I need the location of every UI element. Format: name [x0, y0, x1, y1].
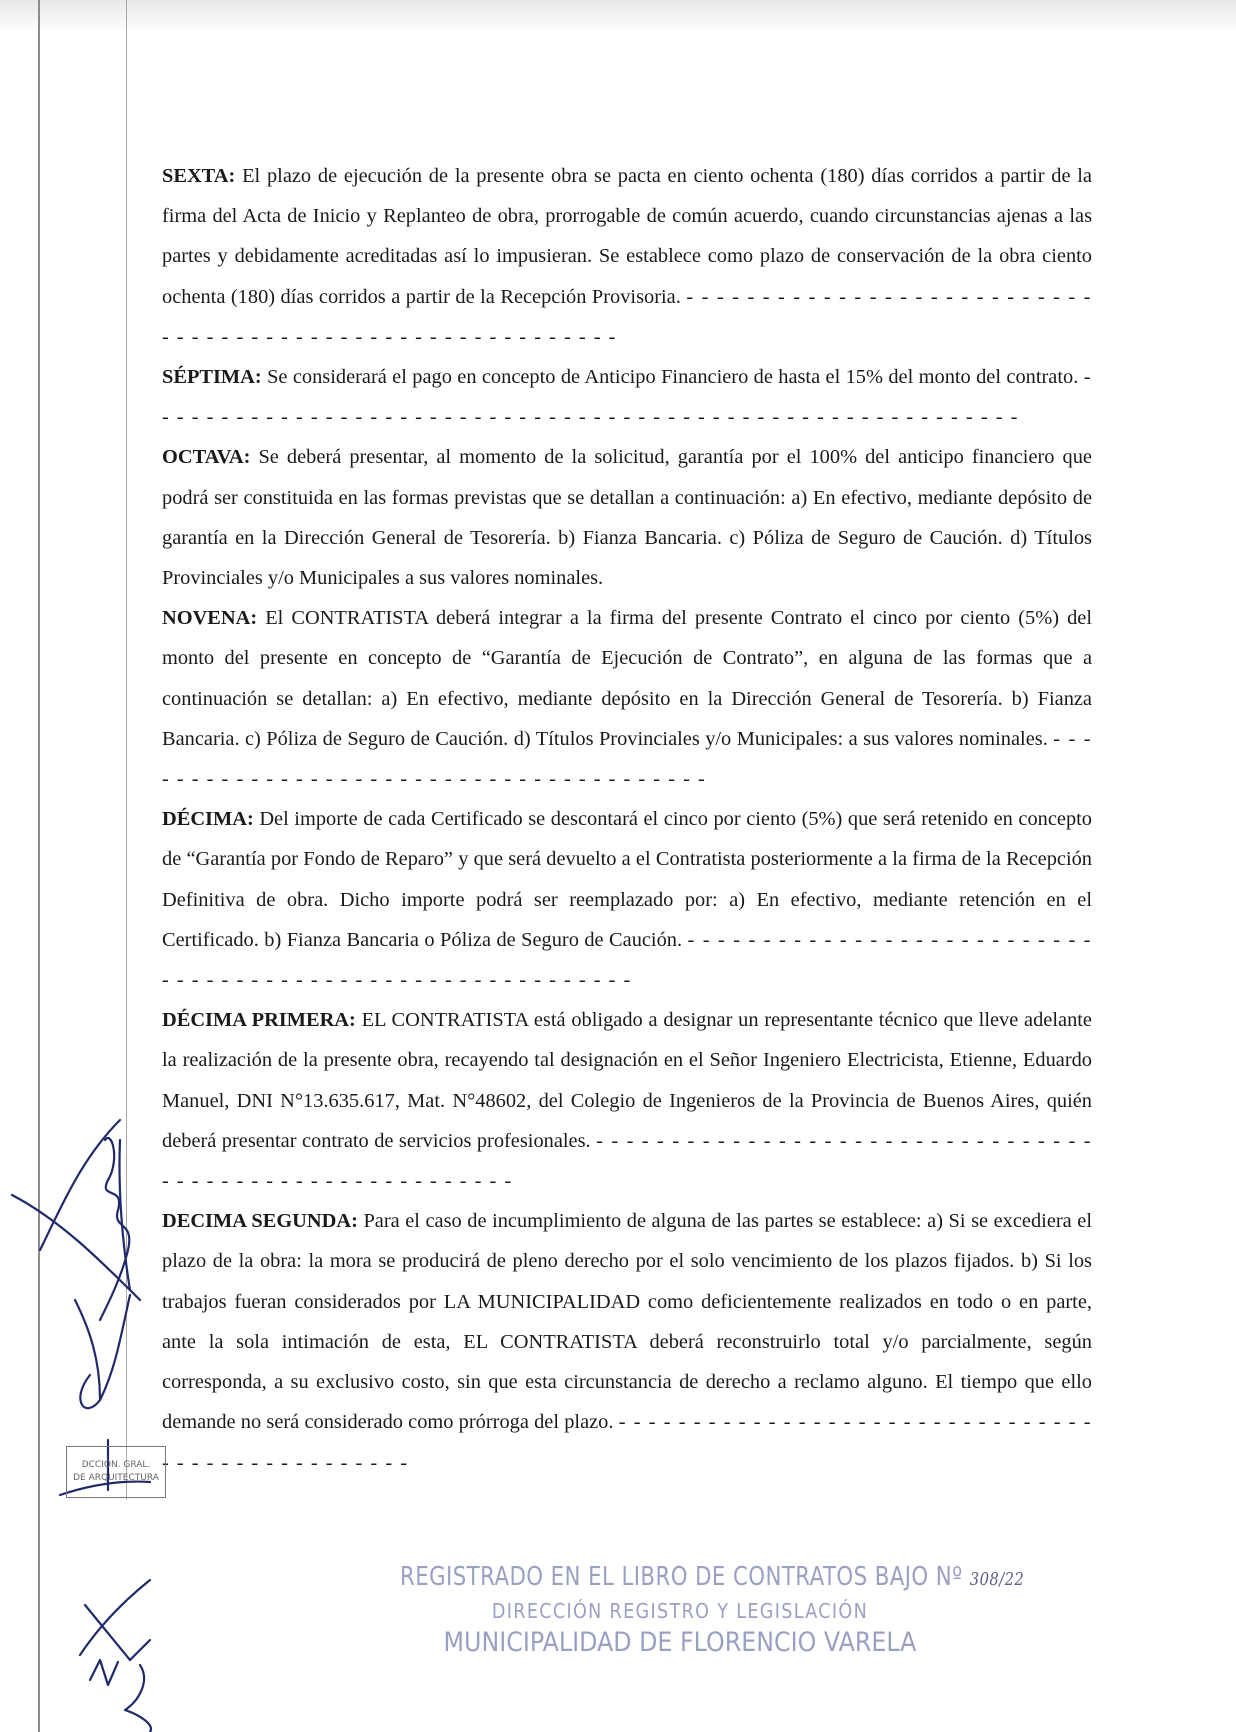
clause-septima [162, 357, 1092, 437]
registry-number: 308/22 [969, 1569, 1025, 1590]
stamp-line: DCCIÓN. GRAL. [81, 1460, 151, 1470]
registry-line [400, 1560, 1025, 1597]
registry-label: REGISTRADO EN EL LIBRO DE CONTRATOS BAJO Nº [400, 1562, 963, 1592]
dash-filler: - - - - - - - - - - - - - - - - - - - - - - - - - - - - - - - - - - - - - - - - - - - - - - - - - - - - - - - - - - - [162, 928, 1092, 992]
registry-municipality: MUNICIPALIDAD DE FLORENCIO VARELA [443, 1627, 917, 1658]
dash-filler: - - - - - - - - - - - - - - - - - - - - - - - - - - - - - - - - - - - - - - - - - - - - - - - - - [162, 1411, 1092, 1474]
clause-heading: OCTAVA: [162, 446, 251, 469]
registry-stamp [400, 1560, 1025, 1661]
scan-shadow [0, 0, 1236, 34]
clause-decima-segunda [162, 1201, 1092, 1482]
clause-heading: DECIMA SEGUNDA: [162, 1210, 358, 1233]
clause-novena [162, 598, 1092, 799]
clause-heading: NOVENA: [162, 607, 258, 630]
clause-heading: DÉCIMA: [162, 808, 254, 831]
stamp-line: DE ARQUITECTURA [73, 1473, 159, 1483]
clause-text: Se considerará el pago en concepto de Anticipo Financiero de hasta el 15% del monto del contrato. [267, 366, 1079, 389]
registry-direction: DIRECCIÓN REGISTRO Y LEGISLACIÓN [491, 1599, 869, 1623]
clause-text: El plazo de ejecución de la presente obra se pacta en ciento ochenta (180) días corridos a partir de la firma del Acta de Inicio y Replanteo de obra, prorrogable de común acuerdo, cuando circunstancias ajenas a las partes y debidamente acreditadas así lo impusieran. Se establece como plazo de conservación de la obra ciento ochenta (180) días corridos a partir de la Recepción Provisoria. [162, 165, 1092, 308]
clause-octava [162, 437, 1092, 598]
clause-heading: DÉCIMA PRIMERA: [162, 1009, 356, 1032]
clause-text: Se deberá presentar, al momento de la solicitud, garantía por el 100% del anticipo financiero que podrá ser constituida en las formas previstas que se detallan a continuación: a) En efectivo, mediante depósito de garantía en la Dirección General de Tesorería. b) Fianza Bancaria. c) Póliza de Seguro de Caución. d) Títulos Provinciales y/o Municipales a sus valores nominales. [162, 446, 1092, 590]
dash-filler: - - - - - - - - - - - - - - - - - - - - - - - - - - - - - - - - - - - - - - - - [162, 727, 1092, 791]
dash-filler: - - - - - - - - - - - - - - - - - - - - - - - - - - - - - - - - - - - - - - - - - - - - - - - - - - - - - - - - - - [162, 285, 1092, 348]
handwritten-signatures-icon [0, 1100, 200, 1732]
department-stamp [66, 1446, 166, 1498]
clause-text: Para el caso de incumplimiento de alguna de las partes se establece: a) Si se excediera el plazo de la obra: la mora se producirá de pleno derecho por el solo vencimiento de los plazos fijados. b) Si los trabajos fueran considerados por LA MUNICIPALIDAD como deficientemente realizados en todo o en parte, ante la sola intimación de esta, EL CONTRATISTA deberá reconstruirlo total y/o parcialmente, según corresponda, a su exclusivo costo, sin que esta circunstancia de derecho a reclamo alguno. El tiempo que ello demande no será considerado como prórroga del plazo. [162, 1210, 1092, 1434]
clause-decima-primera [162, 1000, 1092, 1201]
dash-filler: - - - - - - - - - - - - - - - - - - - - - - - - - - - - - - - - - - - - - - - - - - - - - - - - - - - - - - - - - [162, 1129, 1092, 1193]
dash-filler: - - - - - - - - - - - - - - - - - - - - - - - - - - - - - - - - - - - - - - - - - - - - - - - - - - - - - - - - - - - [162, 366, 1092, 429]
clause-decima [162, 799, 1092, 1000]
clause-heading: SEXTA: [162, 165, 236, 187]
clause-text: El CONTRATISTA deberá integrar a la firma del presente Contrato el cinco por ciento (5%) del monto del presente en concepto de “Garantía de Ejecución de Contrato”, en alguna de las formas que a continuación se detallan: a) En efectivo, mediante depósito en la Dirección General de Tesorería. b) Fianza Bancaria. c) Póliza de Seguro de Caución. d) Títulos Provinciales y/o Municipales: a sus valores nominales. [162, 607, 1092, 750]
clause-heading: SÉPTIMA: [162, 366, 262, 389]
clause-sexta [162, 156, 1092, 357]
clause-text: EL CONTRATISTA está obligado a designar un representante técnico que lleve adelante la realización de la presente obra, recayendo tal designación en el Señor Ingeniero Electricista, Etienne, Eduardo Manuel, DNI N°13.635.617, Mat. N°48602, del Colegio de Ingenieros de la Provincia de Buenos Aires, quién deberá presentar contrato de servicios profesionales. [162, 1009, 1092, 1152]
clause-text: Del importe de cada Certificado se descontará el cinco por ciento (5%) que será retenido en concepto de “Garantía por Fondo de Reparo” y que será devuelto a el Contratista posteriormente a la firma de la Recepción Definitiva de obra. Dicho importe podrá ser reemplazado por: a) En efectivo, mediante retención en el Certificado. b) Fianza Bancaria o Póliza de Seguro de Caución. [162, 808, 1093, 951]
contract-body [162, 156, 1092, 1483]
